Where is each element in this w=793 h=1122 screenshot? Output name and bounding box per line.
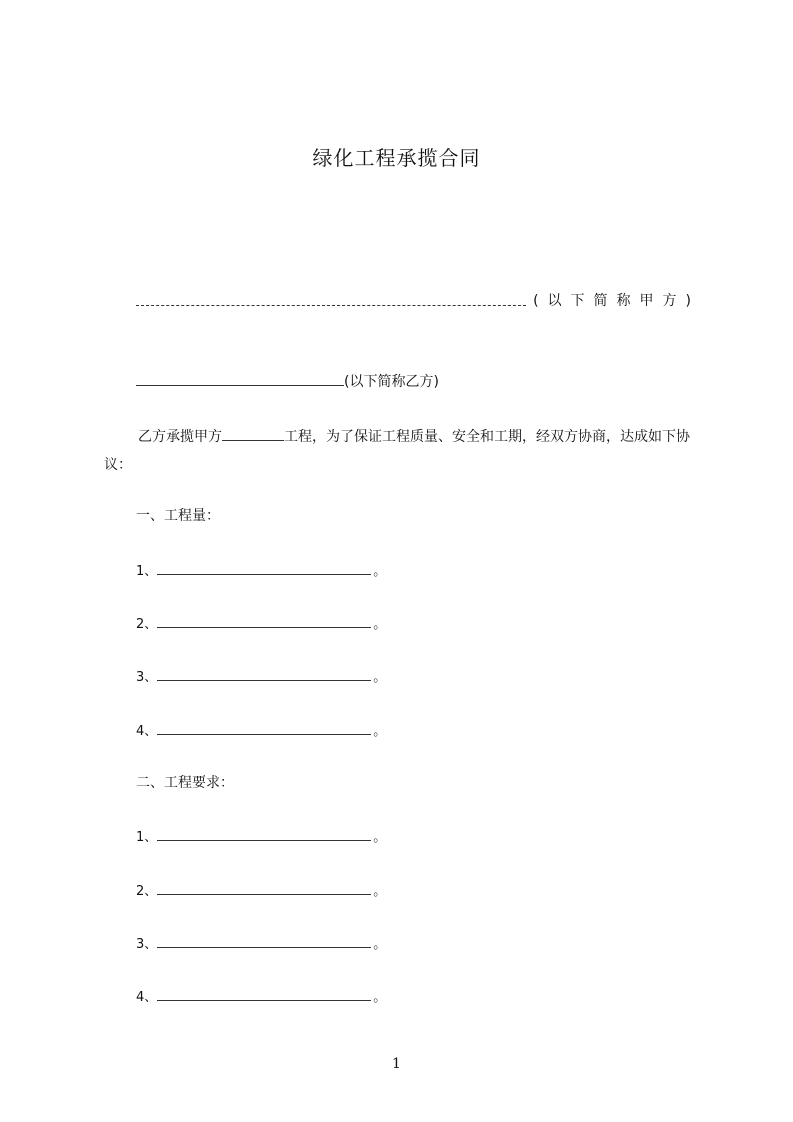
- item-number: 4、: [136, 990, 158, 1005]
- item-number: 4、: [136, 724, 158, 739]
- item-blank[interactable]: [157, 881, 371, 895]
- item-number: 3、: [136, 937, 158, 952]
- list-item: [136, 933, 386, 952]
- party-a-suffix: (以下简称甲方): [533, 293, 700, 309]
- item-number: 1、: [136, 564, 158, 579]
- party-b-blank[interactable]: [136, 371, 344, 386]
- list-item: [136, 720, 386, 739]
- item-blank[interactable]: [157, 614, 371, 628]
- intro-prefix: 乙方承揽甲方: [138, 429, 222, 445]
- party-b-suffix: (以下简称乙方): [344, 374, 439, 390]
- item-period: 。: [373, 617, 387, 632]
- section-title-requirements: 二、工程要求：: [136, 775, 234, 791]
- item-blank[interactable]: [157, 561, 371, 575]
- page-number: 1: [392, 1056, 401, 1072]
- item-blank[interactable]: [157, 934, 371, 948]
- item-number: 1、: [136, 830, 158, 845]
- list-item: [136, 826, 386, 845]
- list-item: [136, 986, 386, 1005]
- project-name-blank[interactable]: [222, 426, 284, 441]
- item-blank[interactable]: [157, 827, 371, 841]
- document-title: 绿化工程承揽合同: [312, 146, 481, 170]
- list-item: [136, 613, 386, 632]
- party-b-line: [136, 371, 439, 391]
- item-period: 。: [373, 884, 387, 899]
- item-number: 3、: [136, 670, 158, 685]
- item-number: 2、: [136, 617, 158, 632]
- intro-suffix: 工程，为了保证工程质量、安全和工期，经双方协商，达成如下协议：: [104, 429, 690, 473]
- item-blank[interactable]: [157, 987, 371, 1001]
- item-period: 。: [373, 830, 387, 845]
- party-a-blank[interactable]: [136, 305, 526, 306]
- item-period: 。: [373, 937, 387, 952]
- item-period: 。: [373, 990, 387, 1005]
- item-period: 。: [373, 564, 387, 579]
- item-period: 。: [373, 670, 387, 685]
- intro-paragraph: [104, 423, 704, 479]
- list-item: [136, 880, 386, 899]
- item-period: 。: [373, 724, 387, 739]
- item-number: 2、: [136, 884, 158, 899]
- item-blank[interactable]: [157, 721, 371, 735]
- list-item: [136, 666, 386, 685]
- section-title-quantity: 一、工程量：: [136, 508, 220, 524]
- item-blank[interactable]: [157, 667, 371, 681]
- party-a-line: [136, 290, 700, 312]
- list-item: [136, 560, 386, 579]
